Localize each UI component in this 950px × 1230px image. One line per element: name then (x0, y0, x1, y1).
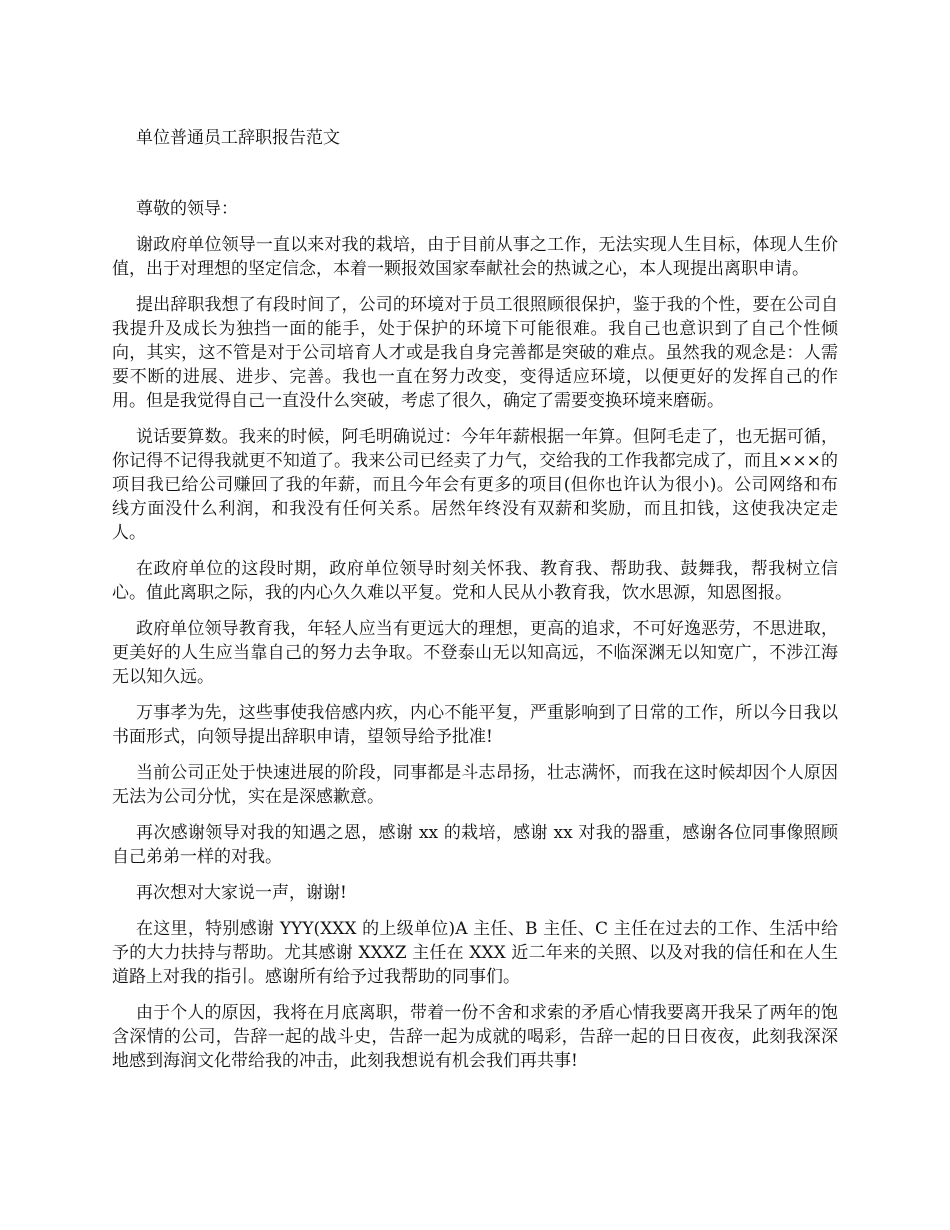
paragraph-3: 说话要算数。我来的时候，阿毛明确说过：今年年薪根据一年算。但阿毛走了，也无据可循，你记得不记得我就更不知道了。我来公司已经卖了力气，交给我的工作我都完成了，而且×××的项目我已给公司赚回了我的年薪，而且今年会有更多的项目(但你也许认为很小)。公司网络和布线方面没什么利润，和我没有任何关系。居然年终没有双薪和奖励，而且扣钱，这使我决定走人。 (112, 427, 838, 543)
paragraph-7: 当前公司正处于快速进展的阶段，同事都是斗志昂扬，壮志满怀，而我在这时候却因个人原因无法为公司分忧，实在是深感歉意。 (112, 763, 838, 807)
paragraph-8: 再次感谢领导对我的知遇之恩，感谢 xx 的栽培，感谢 xx 对我的器重，感谢各位同事像照顾自己弟弟一样的对我。 (112, 823, 838, 867)
document-body (112, 197, 838, 1085)
paragraph-9: 再次想对大家说一声，谢谢! (136, 883, 347, 903)
document-title: 单位普通员工辞职报告范文 (136, 128, 340, 148)
paragraph-6: 万事孝为先，这些事使我倍感内疚，内心不能平复，严重影响到了日常的工作，所以今日我以书面形式，向领导提出辞职申请，望领导给予批准! (112, 703, 838, 747)
paragraph-5: 政府单位领导教育我，年轻人应当有更远大的理想，更高的追求，不可好逸恶劳，不思进取，更美好的人生应当靠自己的努力去争取。不登泰山无以知高远，不临深渊无以知宽广，不涉江海无以知久远。 (112, 619, 838, 687)
paragraph-10: 在这里，特别感谢 YYY(XXX 的上级单位)A 主任、B 主任、C 主任在过去的工作、生活中给予的大力扶持与帮助。尤其感谢 XXXZ 主任在 XXX 近二年来的关照、以及对我的信任和在人生道路上对我的指引。感谢所有给予过我帮助的同事们。 (112, 919, 838, 987)
salutation: 尊敬的领导： (136, 199, 238, 219)
paragraph-1: 谢政府单位领导一直以来对我的栽培，由于目前从事之工作，无法实现人生目标，体现人生价值，出于对理想的坚定信念，本着一颗报效国家奉献社会的热诚之心，本人现提出离职申请。 (112, 235, 838, 279)
paragraph-11: 由于个人的原因，我将在月底离职，带着一份不舍和求索的矛盾心情我要离开我呆了两年的饱含深情的公司，告辞一起的战斗史，告辞一起为成就的喝彩，告辞一起的日日夜夜，此刻我深深地感到海润文化带给我的冲击，此刻我想说有机会我们再共事! (112, 1003, 838, 1071)
paragraph-4: 在政府单位的这段时期，政府单位领导时刻关怀我、教育我、帮助我、鼓舞我，帮我树立信心。值此离职之际，我的内心久久难以平复。党和人民从小教育我，饮水思源，知恩图报。 (112, 559, 838, 603)
paragraph-2: 提出辞职我想了有段时间了，公司的环境对于员工很照顾很保护，鉴于我的个性，要在公司自我提升及成长为独挡一面的能手，处于保护的环境下可能很难。我自己也意识到了自己个性倾向，其实，这不管是对于公司培育人才或是我自身完善都是突破的难点。虽然我的观念是：人需要不断的进展、进步、完善。我也一直在努力改变，变得适应环境，以便更好的发挥自己的作用。但是我觉得自己一直没什么突破，考虑了很久，确定了需要变换环境来磨砺。 (112, 295, 838, 411)
